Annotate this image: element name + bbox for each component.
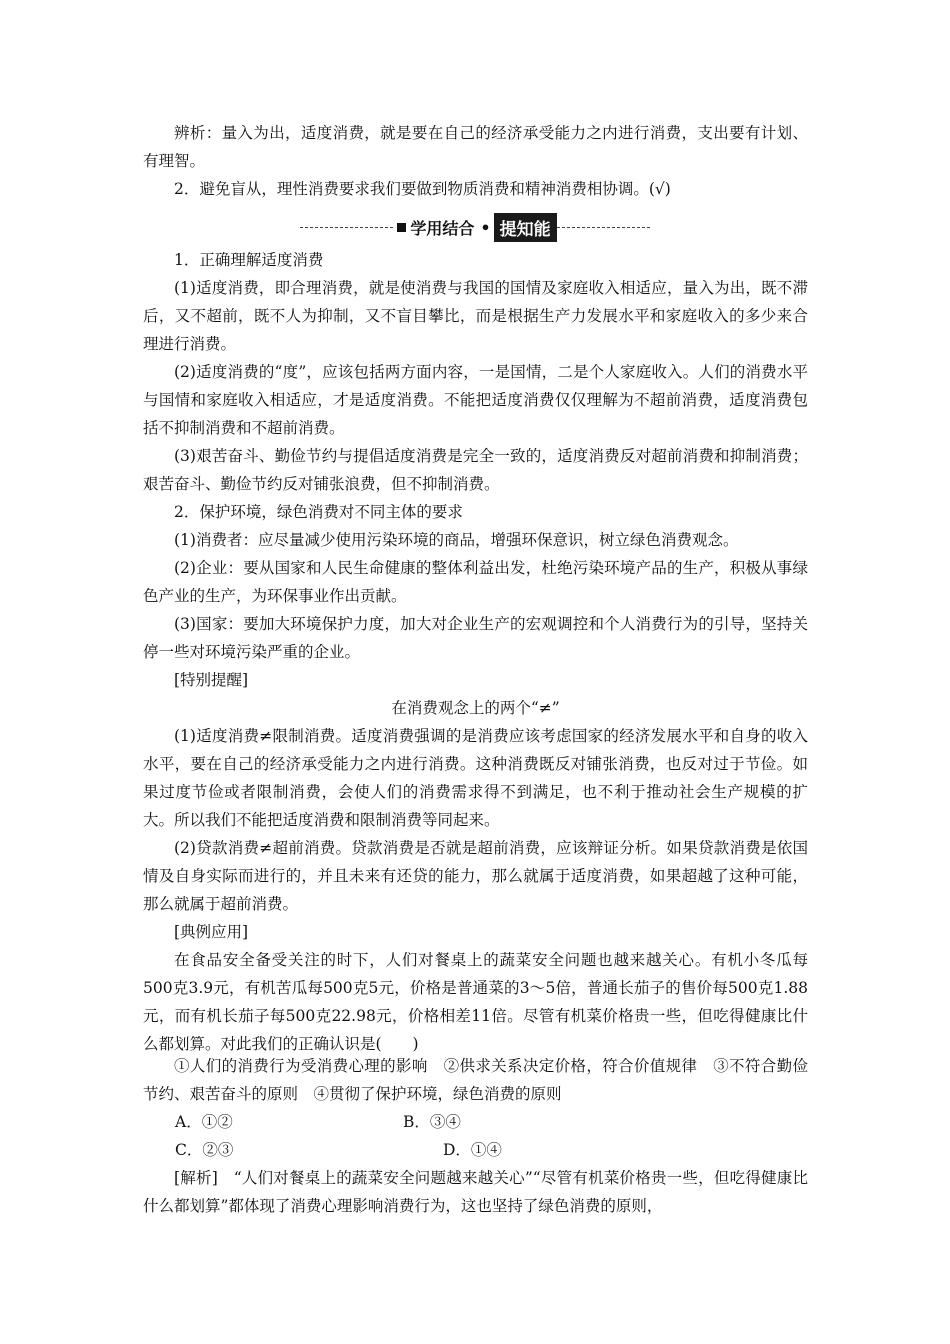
special-note-label: [特别提醒] (174, 671, 249, 689)
option-b: B．③④ (403, 1113, 461, 1131)
banner-left-rule (300, 227, 393, 228)
note-paragraph-2: (2)贷款消费≠超前消费。贷款消费是否就是超前消费，应该辩证分析。如果贷款消费是依国情及自身实际而进行的，并且未来有还贷的能力，那么就属于适度消费，如果超越了这种可能，那么就属于超前消费。 (143, 839, 808, 913)
analysis-paragraph: [解析] “人们对餐桌上的蔬菜安全问题越来越关心”“尽管有机菜价格贵一些，但吃得健康比什么都划算”都体现了消费心理影响消费行为，这也坚持了绿色消费的原则， (143, 1169, 808, 1215)
option-c: C．②③ (175, 1141, 234, 1159)
banner-boxed-label: 提知能 (494, 213, 557, 242)
option-a: A．①② (175, 1113, 233, 1131)
paragraph-2-1: (1)消费者：应尽量减少使用污染环境的商品，增强环保意识，树立绿色消费观念。 (174, 531, 739, 549)
example-label: [典例应用] (174, 923, 249, 941)
section-banner (300, 212, 650, 242)
note-paragraph-1: (1)适度消费≠限制消费。适度消费强调的是消费应该考虑国家的经济发展水平和自身的收入水平，要在自己的经济承受能力之内进行消费。这种消费既反对铺张消费，也反对过于节俭。如果过度节俭或者限制消费，会使人们的消费需求得不到满足，也不利于推动社会生产规模的扩大。所以我们不能把适度消费和限制消费等同起来。 (143, 727, 808, 829)
paragraph-1-2: (2)适度消费的“度”，应该包括两方面内容，一是国情，二是个人家庭收入。人们的消费水平与国情和家庭收入相适应，才是适度消费。不能把适度消费仅仅理解为不超前消费，适度消费包括不抑制消费和不超前消费。 (143, 363, 808, 437)
banner-title: 学用结合 (410, 218, 475, 238)
paragraph-analysis: 辨析：量入为出，适度消费，就是要在自己的经济承受能力之内进行消费，支出要有计划、有理智。 (143, 124, 808, 170)
heading-2: 2．保护环境，绿色消费对不同主体的要求 (174, 503, 463, 521)
banner-dot: • (480, 217, 491, 237)
example-statements: ①人们的消费行为受消费心理的影响 ②供求关系决定价格，符合价值规律 ③不符合勤俭节约、艰苦奋斗的原则 ④贯彻了保护环境，绿色消费的原则 (143, 1057, 808, 1103)
square-bullet-icon (397, 223, 406, 232)
option-d: D．①④ (443, 1141, 502, 1159)
paragraph-2-2: (2)企业：要从国家和人民生命健康的整体利益出发，杜绝污染环境产品的生产，积极从事绿色产业的生产，为环保事业作出贡献。 (143, 559, 808, 605)
paragraph-1-3: (3)艰苦奋斗、勤俭节约与提倡适度消费是完全一致的，适度消费反对超前消费和抑制消费；艰苦奋斗、勤俭节约反对铺张浪费，但不抑制消费。 (143, 447, 808, 493)
banner-right-rule (557, 227, 650, 228)
paragraph-item-2: 2．避免盲从，理性消费要求我们要做到物质消费和精神消费相协调。(√) (174, 180, 671, 198)
paragraph-1-1: (1)适度消费，即合理消费，就是使消费与我国的国情及家庭收入相适应，量入为出，既不滞后，又不超前，既不人为抑制，又不盲目攀比，而是根据生产力发展水平和家庭收入的多少来合理进行消费。 (143, 279, 808, 353)
note-title: 在消费观念上的两个“≠” (391, 699, 560, 717)
heading-1: 1．正确理解适度消费 (174, 251, 324, 269)
paragraph-2-3: (3)国家：要加大环境保护力度，加大对企业生产的宏观调控和个人消费行为的引导，坚持关停一些对环境污染严重的企业。 (143, 615, 808, 661)
example-question: 在食品安全备受关注的时下，人们对餐桌上的蔬菜安全问题也越来越关心。有机小冬瓜每500克3.9元，有机苦瓜每500克5元，价格是普通菜的3～5倍，普通长茄子的售价每500克1.88元，而有机长茄子每500克22.98元，价格相差11倍。尽管有机菜价格贵一些，但吃得健康比什么都划算。对此我们的正确认识是( ) (143, 951, 808, 1053)
